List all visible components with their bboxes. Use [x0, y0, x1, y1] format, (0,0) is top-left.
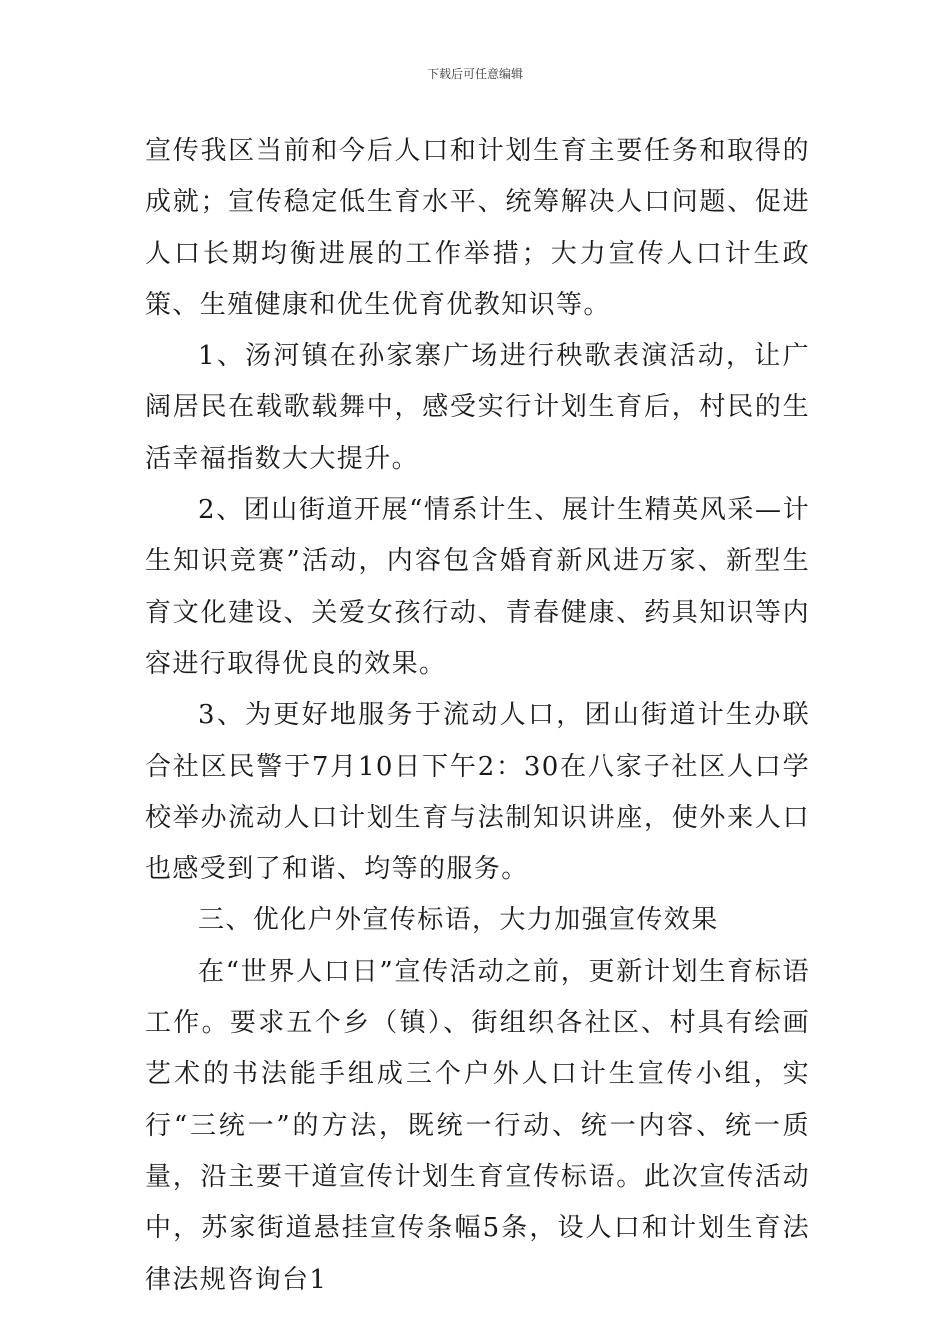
paragraph-item-3: 3、为更好地服务于流动人口，团山街道计生办联合社区民警于7月10日下午2：30在八家子社区人口学校举办流动人口计划生育与法制知识讲座，使外来人口也感受到了和谐、均等的服务。	[145, 700, 810, 885]
paragraph-slogan-work: 在“世界人口日”宣传活动之前，更新计划生育标语工作。要求五个乡（镇）、街组织各社区、村具有绘画艺术的书法能手组成三个户外人口计生宣传小组，实行“三统一”的方法，既统一行动、统一内容、统一质量，沿主要干道宣传计划生育宣传标语。此次宣传活动中，苏家街道悬挂宣传条幅5条，设人口和计划生育法律法规咨询台1	[145, 956, 810, 1295]
paragraph-item-2: 2、团山街道开展“情系计生、展计生精英风采—计生知识竞赛”活动，内容包含婚育新风进万家、新型生育文化建设、关爱女孩行动、青春健康、药具知识等内容进行取得优良的效果。	[145, 495, 810, 679]
paragraph-publicity-content: 宣传我区当前和今后人口和计划生育主要任务和取得的成就；宣传稳定低生育水平、统筹解决人口问题、促进人口长期均衡进展的工作举措；大力宣传人口计生政策、生殖健康和优生优育优教知识等。	[145, 136, 810, 320]
document-body	[145, 126, 810, 1306]
section-heading-3: 三、优化户外宣传标语，大力加强宣传效果	[198, 905, 719, 936]
paragraph-item-1: 1、汤河镇在孙家寨广场进行秧歌表演活动，让广阔居民在载歌载舞中，感受实行计划生育后，村民的生活幸福指数大大提升。	[145, 341, 810, 474]
page-header-note: 下载后可任意编辑	[426, 67, 523, 81]
